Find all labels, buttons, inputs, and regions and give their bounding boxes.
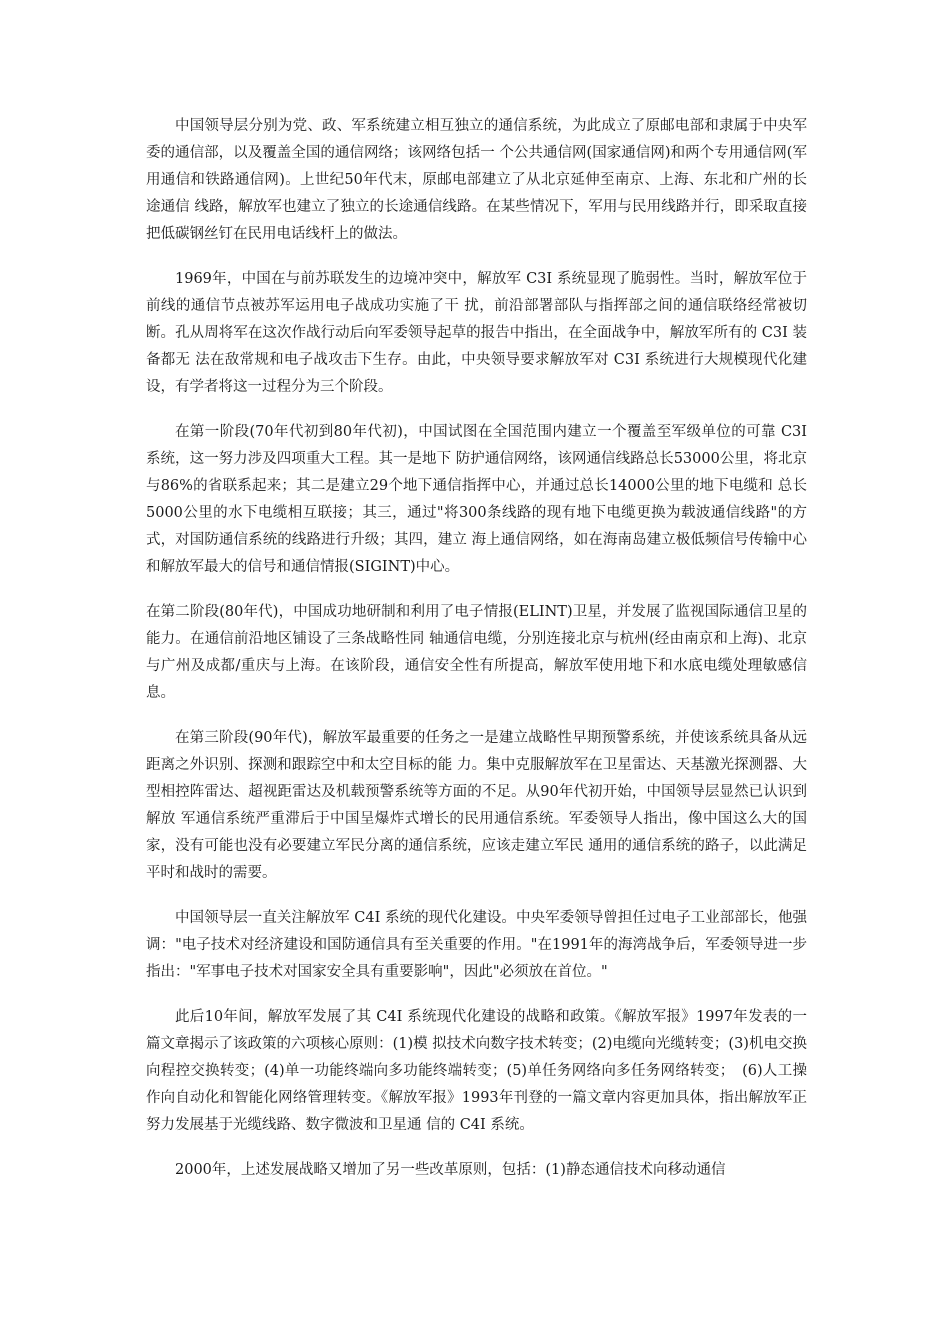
paragraph-1: 中国领导层分别为党、政、军系统建立相互独立的通信系统，为此成立了原邮电部和隶属于中央军委的通信部，以及覆盖全国的通信网络；该网络包括一 个公共通信网(国家通信网)和两个专用通信网(军用通信和铁路通信网)。上世纪50年代末，原邮电部建立了从北京延伸至南京、上海、东北和广州的长途通信 线路，解放军也建立了独立的长途通信线路。在某些情况下，军用与民用线路并行，即采取直接把低碳钢丝钉在民用电话线杆上的做法。 [146,118,807,242]
paragraph-4: 在第二阶段(80年代)，中国成功地研制和利用了电子情报(ELINT)卫星，并发展了监视国际通信卫星的能力。在通信前沿地区铺设了三条战略性同 轴通信电缆，分别连接北京与杭州(经由南京和上海)、北京与广州及成都/重庆与上海。在该阶段，通信安全性有所提高，解放军使用地下和水底电缆处理敏感信 息。 [146,604,807,701]
paragraph-3: 在第一阶段(70年代初到80年代初)，中国试图在全国范围内建立一个覆盖至军级单位的可靠 C3I 系统，这一努力涉及四项重大工程。其一是地下 防护通信网络，该网通信线路总长53000公里，将北京与86%的省联系起来；其二是建立29个地下通信指挥中心，并通过总长14000公里的地下电缆和 总长5000公里的水下电缆相互联接；其三，通过"将300条线路的现有地下电缆更换为载波通信线路"的方式，对国防通信系统的线路进行升级；其四，建立 海上通信网络，如在海南岛建立极低频信号传输中心和解放军最大的信号和通信情报(SIGINT)中心。 [146,424,807,575]
paragraph-7: 此后10年间，解放军发展了其 C4I 系统现代化建设的战略和政策。《解放军报》1997年发表的一篇文章揭示了该政策的六项核心原则：(1)模 拟技术向数字技术转变；(2)电缆向光缆转变；(3)机电交换向程控交换转变；(4)单一功能终端向多功能终端转变；(5)单任务网络向多任务网络转变； (6)人工操作向自动化和智能化网络管理转变。《解放军报》1993年刊登的一篇文章内容更加具体，指出解放军正努力发展基于光缆线路、数字微波和卫星通 信的 C4I 系统。 [146,1009,807,1133]
document-body [146,113,807,1202]
paragraph-2: 1969年，中国在与前苏联发生的边境冲突中，解放军 C3I 系统显现了脆弱性。当时，解放军位于前线的通信节点被苏军运用电子战成功实施了干 扰，前沿部署部队与指挥部之间的通信联络经常被切断。孔从周将军在这次作战行动后向军委领导起草的报告中指出，在全面战争中，解放军所有的 C3I 装备都无 法在敌常规和电子战攻击下生存。由此，中央领导要求解放军对 C3I 系统进行大规模现代化建设，有学者将这一过程分为三个阶段。 [146,271,807,395]
paragraph-5: 在第三阶段(90年代)，解放军最重要的任务之一是建立战略性早期预警系统，并使该系统具备从远距离之外识别、探测和跟踪空中和太空目标的能 力。集中克服解放军在卫星雷达、天基激光探测器、大型相控阵雷达、超视距雷达及机载预警系统等方面的不足。从90年代初开始，中国领导层显然已认识到解放 军通信系统严重滞后于中国呈爆炸式增长的民用通信系统。军委领导人指出，像中国这么大的国家，没有可能也没有必要建立军民分离的通信系统，应该走建立军民 通用的通信系统的路子，以此满足平时和战时的需要。 [146,730,807,881]
paragraph-8: 2000年，上述发展战略又增加了另一些改革原则，包括：(1)静态通信技术向移动通信 [175,1162,726,1178]
paragraph-6: 中国领导层一直关注解放军 C4I 系统的现代化建设。中央军委领导曾担任过电子工业部部长，他强调："电子技术对经济建设和国防通信具有至关重要的作用。"在1991年的海湾战争后，军委领导进一步指出："军事电子技术对国家安全具有重要影响"，因此"必须放在首位。" [146,910,807,980]
